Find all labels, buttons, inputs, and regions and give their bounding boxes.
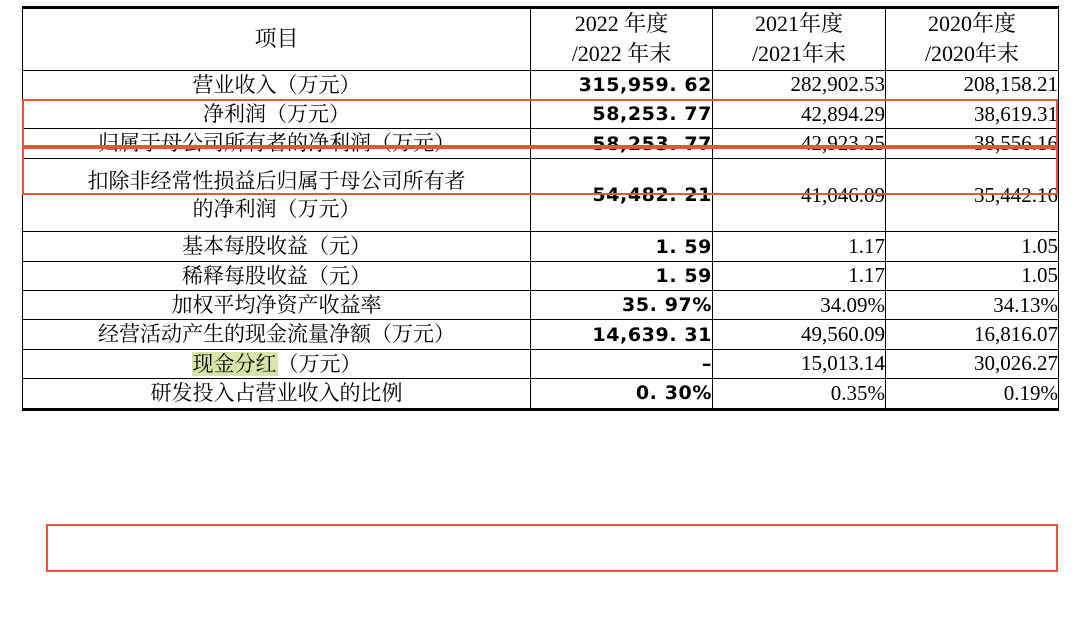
row-label: 净利润（万元） bbox=[23, 100, 531, 129]
row-label: 营业收入（万元） bbox=[23, 70, 531, 99]
table-row bbox=[23, 291, 1059, 320]
row-value-2021: 42,894.29 bbox=[713, 100, 886, 129]
row-label-line1: 扣除非经常性损益后归属于母公司所有者 bbox=[87, 168, 466, 193]
table-header-row bbox=[23, 8, 1059, 71]
column-header-2021 bbox=[713, 8, 886, 71]
row-value-2021: 1.17 bbox=[713, 261, 886, 290]
row-value-2020: 35,442.16 bbox=[886, 158, 1059, 232]
row-label: 基本每股收益（元） bbox=[23, 232, 531, 261]
row-value-2022: – bbox=[531, 349, 713, 378]
column-header-2022 bbox=[531, 8, 713, 71]
table-row bbox=[23, 158, 1059, 232]
row-label-line2: 的净利润（万元） bbox=[192, 197, 361, 222]
highlight-box-cash-dividend bbox=[46, 524, 1058, 572]
table-row bbox=[23, 129, 1059, 158]
row-value-2022: 1. 59 bbox=[531, 261, 713, 290]
row-value-2020: 38,619.31 bbox=[886, 100, 1059, 129]
row-value-2020: 208,158.21 bbox=[886, 70, 1059, 99]
row-value-2020: 30,026.27 bbox=[886, 349, 1059, 378]
column-header-2020-line2: /2020年末 bbox=[924, 41, 1020, 67]
row-label: 研发投入占营业收入的比例 bbox=[23, 379, 531, 409]
table-body bbox=[23, 70, 1059, 409]
row-value-2021: 282,902.53 bbox=[713, 70, 886, 99]
row-value-2020: 38,556.16 bbox=[886, 129, 1059, 158]
column-header-2020-line1: 2020年度 bbox=[927, 11, 1016, 36]
row-value-2022: 35. 97% bbox=[531, 291, 713, 320]
table-row bbox=[23, 232, 1059, 261]
row-value-2020: 16,816.07 bbox=[886, 320, 1059, 349]
document-page bbox=[0, 6, 1080, 635]
table-row bbox=[23, 70, 1059, 99]
column-header-2021-line2: /2021年末 bbox=[751, 41, 847, 67]
column-header-item-line1: 项目 bbox=[254, 26, 299, 52]
column-header-2021-line1: 2021年度 bbox=[754, 11, 843, 36]
row-value-2022: 58,253. 77 bbox=[531, 129, 713, 158]
row-value-2020: 34.13% bbox=[886, 291, 1059, 320]
row-value-2021: 0.35% bbox=[713, 379, 886, 409]
table-row bbox=[23, 349, 1059, 378]
row-value-2022: 54,482. 21 bbox=[531, 158, 713, 232]
row-value-2021: 1.17 bbox=[713, 232, 886, 261]
table-row bbox=[23, 320, 1059, 349]
row-value-2022: 315,959. 62 bbox=[531, 70, 713, 99]
column-header-2022-line2: /2022 年末 bbox=[571, 41, 672, 67]
row-label-suffix: （万元） bbox=[277, 351, 362, 376]
column-header-item bbox=[23, 8, 531, 71]
row-label: 加权平均净资产收益率 bbox=[23, 291, 531, 320]
table-row bbox=[23, 379, 1059, 409]
row-label: 归属于母公司所有者的净利润（万元） bbox=[23, 129, 531, 158]
column-header-2020 bbox=[886, 8, 1059, 71]
row-value-2020: 1.05 bbox=[886, 232, 1059, 261]
row-value-2021: 41,046.09 bbox=[713, 158, 886, 232]
row-value-2020: 0.19% bbox=[886, 379, 1059, 409]
table-header bbox=[23, 8, 1059, 71]
row-label-highlighted-term: 现金分红 bbox=[192, 351, 277, 376]
row-label bbox=[23, 349, 531, 378]
row-label bbox=[23, 158, 531, 232]
financial-summary-table bbox=[22, 6, 1059, 411]
row-value-2022: 58,253. 77 bbox=[531, 100, 713, 129]
row-label: 经营活动产生的现金流量净额（万元） bbox=[23, 320, 531, 349]
table-row bbox=[23, 100, 1059, 129]
row-value-2022: 14,639. 31 bbox=[531, 320, 713, 349]
row-value-2021: 34.09% bbox=[713, 291, 886, 320]
row-value-2021: 49,560.09 bbox=[713, 320, 886, 349]
row-value-2021: 42,923.25 bbox=[713, 129, 886, 158]
row-value-2021: 15,013.14 bbox=[713, 349, 886, 378]
row-value-2020: 1.05 bbox=[886, 261, 1059, 290]
row-value-2022: 1. 59 bbox=[531, 232, 713, 261]
row-value-2022: 0. 30% bbox=[531, 379, 713, 409]
table-row bbox=[23, 261, 1059, 290]
row-label: 稀释每股收益（元） bbox=[23, 261, 531, 290]
column-header-2022-line1: 2022 年度 bbox=[574, 11, 669, 36]
